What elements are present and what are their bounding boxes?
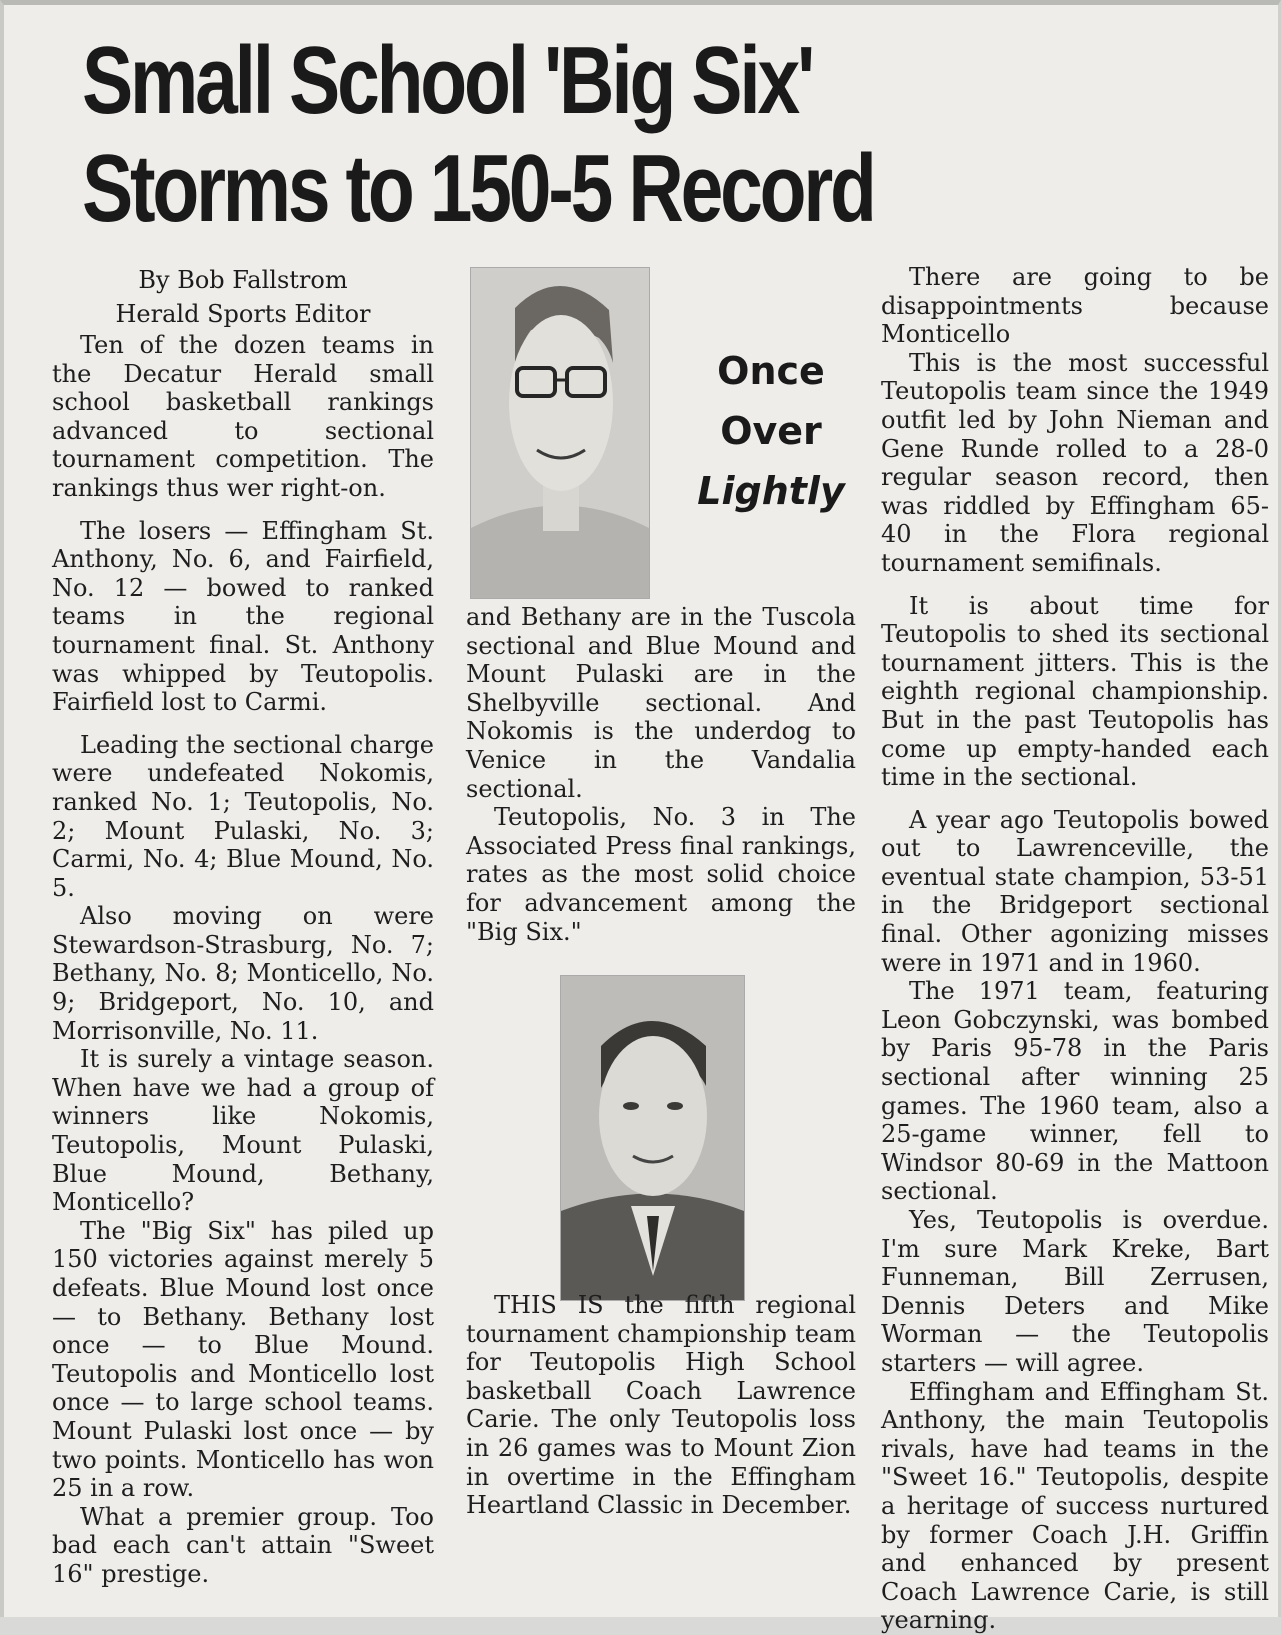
- columnist-photo: [470, 267, 650, 599]
- paragraph: Teutopolis, No. 3 in The Associated Press final rankings, rates as the most solid choice for advancement among the "Big Six.": [466, 803, 856, 946]
- headline: [82, 27, 882, 243]
- paragraph: Also moving on were Stewardson-Strasburg, No. 7; Bethany, No. 8; Monticello, No. 9; Bridgeport, No. 10, and Morrisonville, No. 11.: [52, 902, 434, 1045]
- logo-lightly: Lightly: [697, 469, 845, 513]
- paragraph: The losers — Effingham St. Anthony, No. 6, and Fairfield, No. 12 — bowed to ranked teams in the regional tournament final. St. Anthony was whipped by Teutopolis. Fairfield lost to Carmi.: [52, 516, 434, 717]
- paragraph: There are going to be disappointments because Monticello: [881, 263, 1269, 349]
- coach-photo: [560, 975, 745, 1301]
- paragraph: THIS IS the fifth regional tournament championship team for Teutopolis High School basketball Coach Lawrence Carie. The only Teutopolis loss in 26 games was to Mount Zion in overtime in the Effingham Heartland Classic in December.: [466, 1291, 856, 1520]
- paragraph: Leading the sectional charge were undefeated Nokomis, ranked No. 1; Teutopolis, No. 2; Mount Pulaski, No. 3; Carmi, No. 4; Blue Mound, No. 5.: [52, 730, 434, 902]
- article-column-3: [881, 263, 1269, 1635]
- paragraph: It is surely a vintage season. When have we had a group of winners like Nokomis, Teutopolis, Mount Pulaski, Blue Mound, Bethany, Monticello?: [52, 1045, 434, 1217]
- headline-line-2: Storms to 150-5 Record: [82, 135, 874, 242]
- paragraph: This is the most successful Teutopolis team since the 1949 outfit led by John Nieman and Gene Runde rolled to a 28-0 regular season record, then was riddled by Effingham 65-40 in the Flora regional tournament semifinals.: [881, 348, 1269, 577]
- paragraph: A year ago Teutopolis bowed out to Lawrenceville, the eventual state champion, 53-51 in the Bridgeport sectional final. Other agonizing misses were in 1971 and in 1960.: [881, 805, 1269, 977]
- article-column-2: [466, 603, 856, 946]
- column-logo: [686, 341, 856, 521]
- article-column-2-lower: [466, 1291, 856, 1520]
- paragraph: Effingham and Effingham St. Anthony, the main Teutopolis rivals, have had teams in the "Sweet 16." Teutopolis, despite a heritage of success nurtured by former Coach J.H. Griffin and enhanced by present Coach Lawrence Carie, is still yearning.: [881, 1377, 1269, 1635]
- headline-line-1: Small School 'Big Six': [82, 27, 813, 134]
- paragraph: What a premier group. Too bad each can't attain "Sweet 16" prestige.: [52, 1502, 434, 1588]
- paragraph: and Bethany are in the Tuscola sectional and Blue Mound and Mount Pulaski are in the Shelbyville sectional. And Nokomis is the underdog to Venice in the Vandalia sectional.: [466, 603, 856, 803]
- paragraph: It is about time for Teutopolis to shed its sectional tournament jitters. This is the eighth regional championship. But in the past Teutopolis has come up empty-handed each time in the sectional.: [881, 591, 1269, 792]
- paragraph: Yes, Teutopolis is overdue. I'm sure Mark Kreke, Bart Funneman, Bill Zerrusen, Dennis Deters and Mike Worman — the Teutopolis starters — will agree.: [881, 1206, 1269, 1377]
- paragraph: The "Big Six" has piled up 150 victories against merely 5 defeats. Blue Mound lost once — to Bethany. Bethany lost once — to Blue Mound. Teutopolis and Monticello lost once — to large school teams. Mount Pulaski lost once — by two points. Monticello has won 25 in a row.: [52, 1216, 434, 1503]
- byline-author: By Bob Fallstrom: [138, 266, 348, 294]
- paragraph: Ten of the dozen teams in the Decatur Herald small school basketball rankings advanced to sectional tournament competition. The rankings thus wer right-on.: [52, 331, 434, 502]
- logo-over: Over: [720, 409, 822, 453]
- byline-title: Herald Sports Editor: [115, 300, 371, 328]
- logo-once: Once: [717, 349, 825, 393]
- paragraph: The 1971 team, featuring Leon Gobczynski, was bombed by Paris 95-78 in the Paris sectional after winning 25 games. The 1960 team, also a 25-game winner, fell to Windsor 80-69 in the Mattoon sectional.: [881, 977, 1269, 1206]
- article-column-1: [52, 263, 434, 1589]
